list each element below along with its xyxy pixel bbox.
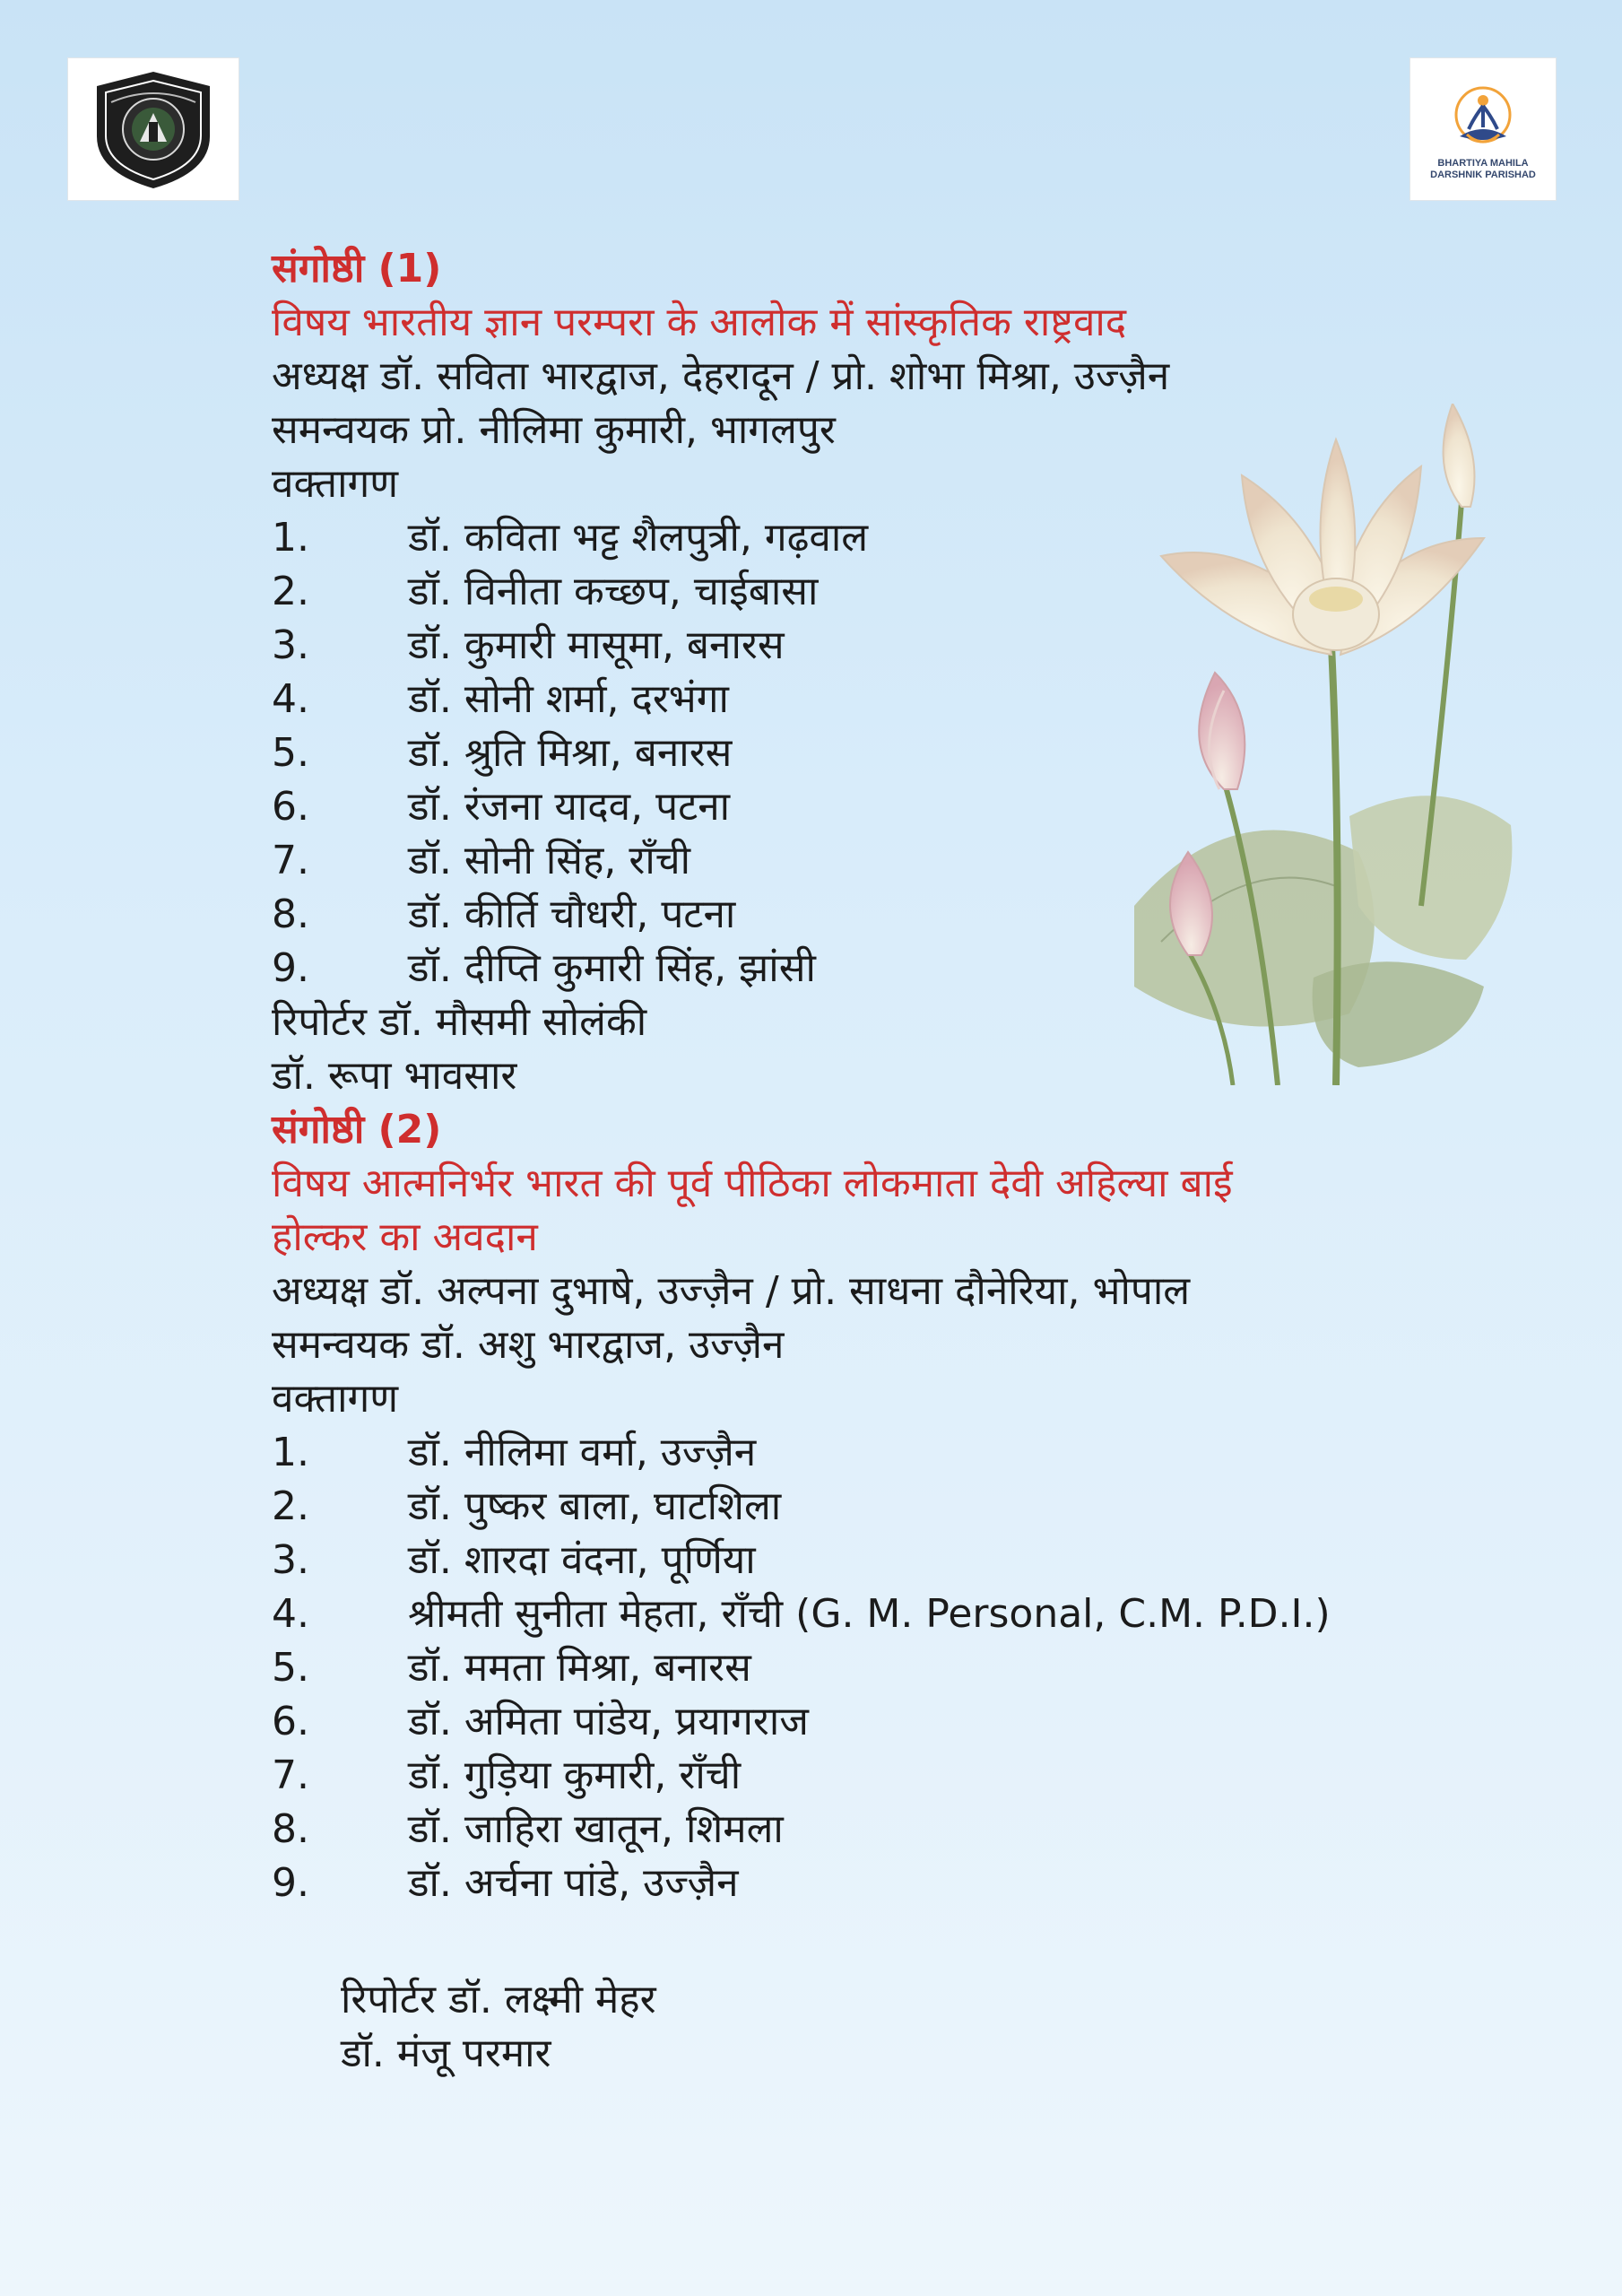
speaker-item (272, 834, 1464, 888)
seminar-1-speakers-label: वक्तागण (272, 461, 399, 507)
speaker-number: 1. (272, 515, 309, 561)
logo-caption-line2: DARSHNIK PARISHAD (1430, 170, 1536, 180)
speaker-item (272, 565, 1464, 619)
speaker-name: डॉ. रंजना यादव, पटना (408, 784, 731, 830)
speaker-number: 9. (272, 945, 309, 991)
speaker-item (272, 1587, 1464, 1641)
speaker-number: 7. (272, 1752, 309, 1798)
seminar-2-reporters (341, 1973, 656, 2081)
speaker-number: 3. (272, 622, 309, 668)
logo-caption-line1: BHARTIYA MAHILA (1437, 158, 1529, 169)
speaker-name: डॉ. अमिता पांडेय, प्रयागराज (408, 1699, 809, 1744)
speaker-name: डॉ. दीप्ति कुमारी सिंह, झांसी (408, 945, 816, 991)
seminar-2-coordinator: समन्वयक डॉ. अशु भारद्वाज, उज्ज़ैन (272, 1322, 785, 1368)
speaker-name: डॉ. विनीता कच्छप, चाईबासा (408, 569, 819, 614)
seminar-2-reporter: रिपोर्टर डॉ. लक्ष्मी मेहर (341, 1977, 656, 2022)
speaker-name: डॉ. सोनी शर्मा, दरभंगा (408, 676, 729, 722)
speaker-item (272, 726, 1464, 780)
seminar-1-chair: अध्यक्ष डॉ. सविता भारद्वाज, देहरादून / प्रो. शोभा मिश्रा, उज्ज़ैन (272, 353, 1170, 399)
speaker-name: डॉ. सोनी सिंह, राँची (408, 838, 691, 883)
speaker-item (272, 1857, 1464, 1910)
speaker-number: 2. (272, 569, 309, 614)
speaker-number: 7. (272, 838, 309, 883)
speaker-name: डॉ. जाहिरा खातून, शिमला (408, 1806, 784, 1852)
speaker-name: डॉ. कविता भट्ट शैलपुत्री, गढ़वाल (408, 515, 869, 561)
seminar-1-reporter-2: डॉ. रूपा भावसार (272, 1053, 517, 1099)
speaker-item (272, 780, 1464, 834)
speaker-name: श्रीमती सुनीता मेहता, राँची (G. M. Personal, C.M. P.D.I.) (408, 1591, 1331, 1637)
seminar-1-coordinator: समन्वयक प्रो. नीलिमा कुमारी, भागलपुर (272, 407, 836, 453)
speaker-number: 5. (272, 1645, 309, 1691)
speaker-number: 1. (272, 1430, 309, 1475)
speaker-number: 4. (272, 1591, 309, 1637)
speaker-item (272, 1480, 1464, 1534)
seminar-2-speakers-label: वक्तागण (272, 1376, 399, 1422)
speaker-name: डॉ. कीर्ति चौधरी, पटना (408, 891, 736, 937)
seminar-1-subject: विषय भारतीय ज्ञान परम्परा के आलोक में सांस्कृतिक राष्ट्रवाद (272, 300, 1127, 345)
seminar-2 (272, 1103, 1464, 1910)
speaker-name: डॉ. कुमारी मासूमा, बनारस (408, 622, 785, 668)
speaker-name: डॉ. ममता मिश्रा, बनारस (408, 1645, 751, 1691)
seminar-1-reporter: रिपोर्टर डॉ. मौसमी सोलंकी (272, 999, 647, 1045)
seminar-1-heading: संगोष्ठी (1) (272, 246, 442, 291)
speaker-number: 5. (272, 730, 309, 776)
speaker-name: डॉ. शारदा वंदना, पूर्णिया (408, 1537, 756, 1583)
speaker-number: 8. (272, 1806, 309, 1852)
speaker-name: डॉ. नीलिमा वर्मा, उज्ज़ैन (408, 1430, 757, 1475)
speaker-item (272, 942, 1464, 996)
speaker-number: 3. (272, 1537, 309, 1583)
seminar-2-subject-line1: विषय आत्मनिर्भर भारत की पूर्व पीठिका लोकमाता देवी अहिल्या बाई (272, 1161, 1233, 1206)
speaker-item (272, 1749, 1464, 1803)
speaker-name: डॉ. अर्चना पांडे, उज्ज़ैन (408, 1860, 739, 1906)
speaker-name: डॉ. पुष्कर बाला, घाटशिला (408, 1483, 782, 1529)
speaker-name: डॉ. श्रुति मिश्रा, बनारस (408, 730, 733, 776)
speaker-number: 6. (272, 1699, 309, 1744)
speaker-item (272, 1534, 1464, 1587)
speaker-item (272, 619, 1464, 673)
speaker-number: 4. (272, 676, 309, 722)
document-body (272, 242, 1464, 1910)
speaker-item (272, 673, 1464, 726)
seminar-2-heading: संगोष्ठी (2) (272, 1107, 442, 1152)
speaker-number: 6. (272, 784, 309, 830)
seminar-1 (272, 242, 1464, 1103)
speaker-item (272, 1803, 1464, 1857)
seminar-2-subject-line2: होल्कर का अवदान (272, 1214, 538, 1260)
speaker-number: 8. (272, 891, 309, 937)
parishad-logo (1409, 57, 1557, 201)
university-logo (67, 57, 239, 201)
speaker-item (272, 888, 1464, 942)
university-crest-icon (86, 66, 221, 192)
speaker-item (272, 511, 1464, 565)
yoga-lotus-icon (1447, 77, 1519, 156)
parishad-logo-caption (1430, 158, 1536, 181)
speaker-item (272, 1695, 1464, 1749)
speaker-item (272, 1426, 1464, 1480)
speaker-item (272, 1641, 1464, 1695)
speaker-number: 9. (272, 1860, 309, 1906)
speaker-number: 2. (272, 1483, 309, 1529)
seminar-2-chair: अध्यक्ष डॉ. अल्पना दुभाषे, उज्ज़ैन / प्रो. साधना दौनेरिया, भोपाल (272, 1268, 1191, 1314)
seminar-2-reporter-2: डॉ. मंजू परमार (341, 2031, 551, 2076)
speaker-name: डॉ. गुड़िया कुमारी, राँची (408, 1752, 742, 1798)
